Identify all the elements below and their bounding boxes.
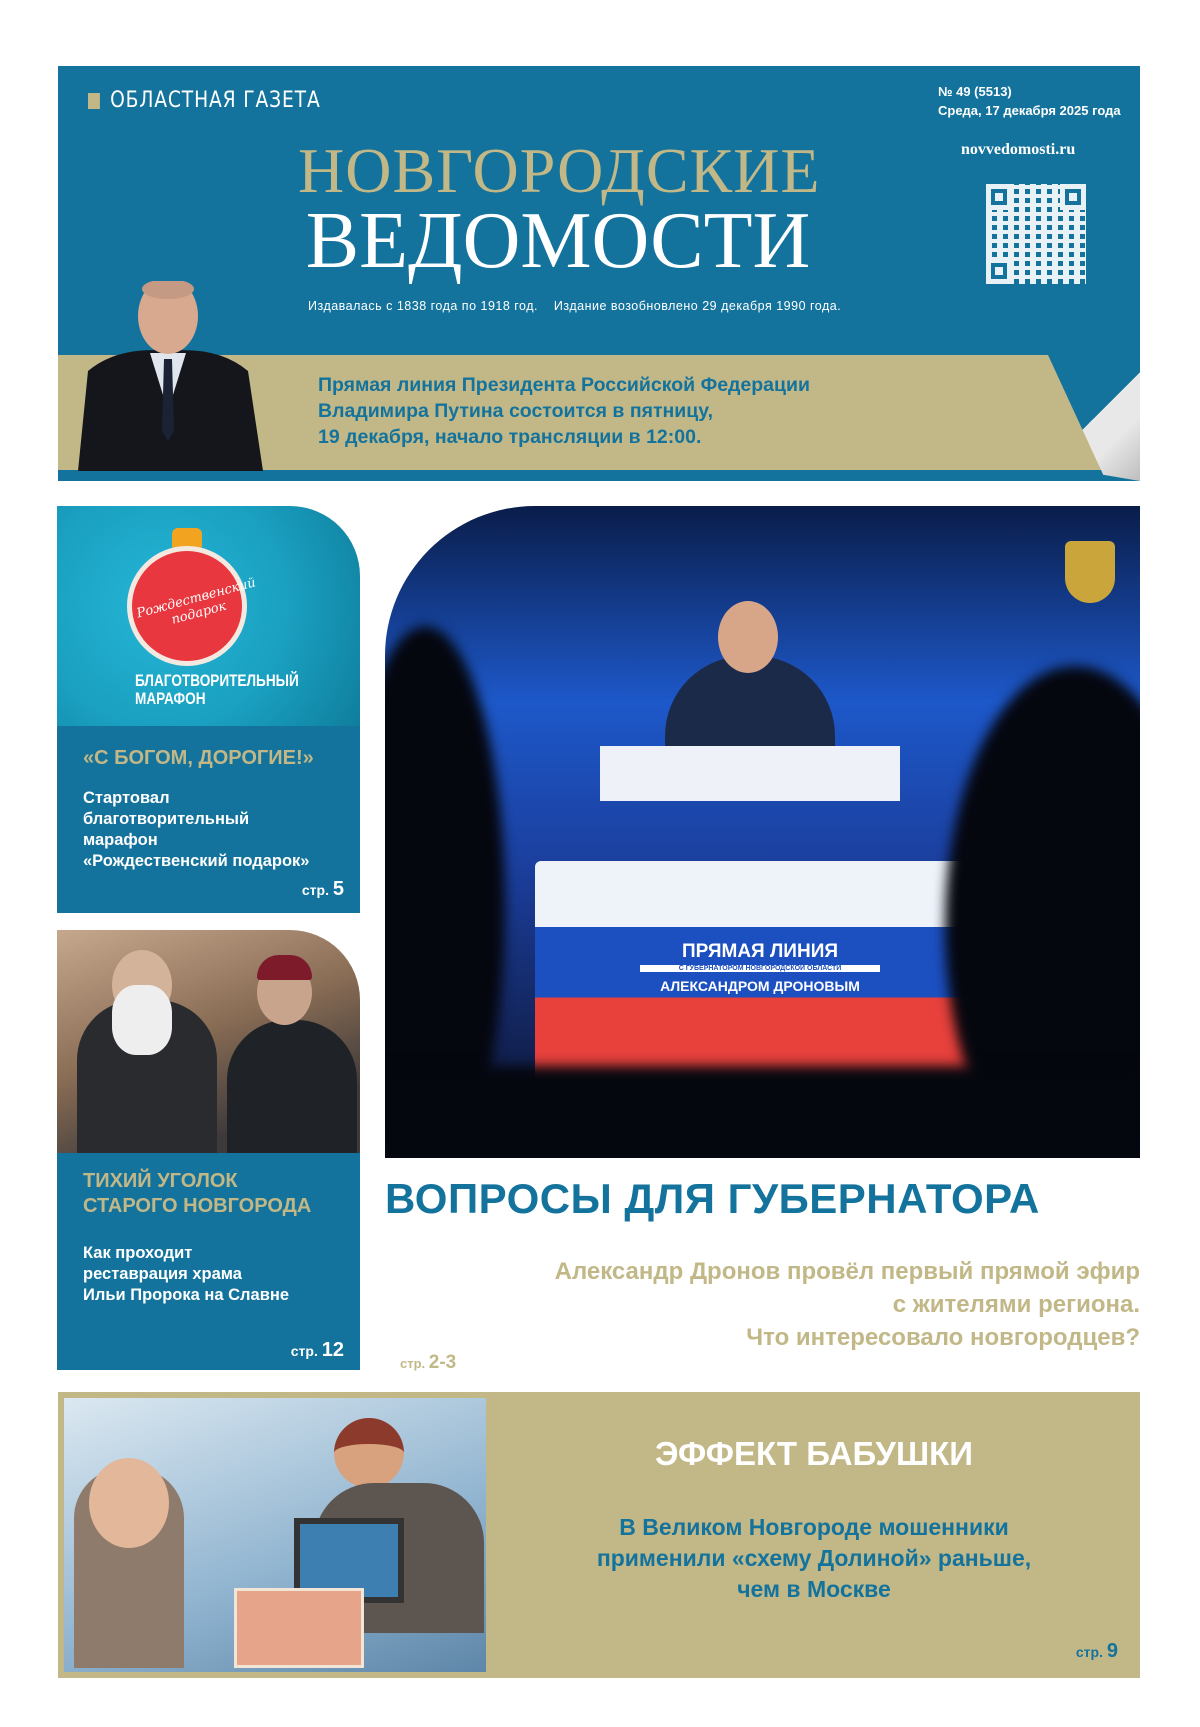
page-number: 12 — [321, 1339, 344, 1361]
subtitle-line: с жителями региона. — [892, 1291, 1140, 1318]
charity-marathon-image[interactable] — [57, 506, 360, 726]
studio-screen — [535, 861, 985, 1081]
issue-number: № 49 (5513) — [938, 84, 1012, 99]
website-link[interactable]: novvedomosti.ru — [961, 141, 1076, 158]
page-reference[interactable] — [1076, 1640, 1118, 1663]
lede-line: благотворительный — [83, 810, 250, 828]
studio-desk — [600, 746, 900, 801]
governor-broadcast-photo[interactable] — [385, 506, 1140, 1158]
announcement-text — [318, 372, 810, 450]
lede-line: Стартовал — [83, 789, 170, 807]
story-kicker: ЭФФЕКТ БАБУШКИ — [655, 1435, 973, 1472]
page-number: 2-3 — [428, 1352, 457, 1373]
lede-line: применили «схему Долиной» раньше, — [596, 1545, 1032, 1571]
lede-line: реставрация храма — [83, 1265, 242, 1283]
page-reference[interactable] — [400, 1352, 456, 1374]
lede-line: Как проходит — [83, 1244, 193, 1262]
page-number: 5 — [332, 878, 344, 900]
ornament-cap-icon — [172, 528, 202, 548]
priest-hat — [257, 955, 312, 980]
story-card-charity[interactable] — [57, 726, 360, 913]
publication-history: Издавалась с 1838 года по 1918 год. Издание возобновлено 29 декабря 1990 года. — [308, 299, 842, 313]
lede-line: марафон — [83, 831, 158, 849]
restoration-photo[interactable] — [57, 930, 360, 1153]
lede-line: «Рождественский подарок» — [83, 852, 310, 870]
screen-title: ПРЯМАЯ ЛИНИЯ — [681, 941, 839, 962]
page-label: стр. — [400, 1356, 426, 1371]
story-lede — [83, 1243, 289, 1306]
lede-line: чем в Москве — [737, 1576, 891, 1602]
announcement-line: Прямая линия Президента Российской Федерации — [318, 374, 810, 396]
story-card-restoration[interactable] — [57, 1153, 360, 1370]
money-stack — [234, 1588, 364, 1668]
screen-name: АЛЕКСАНДРОМ ДРОНОВЫМ — [660, 978, 860, 994]
foreground-shadow — [385, 1066, 1140, 1158]
fraud-illustration — [64, 1398, 486, 1672]
priest-figure — [227, 1020, 357, 1153]
story-kicker — [83, 1169, 311, 1219]
story-lede — [488, 1512, 1140, 1605]
story-kicker: «С БОГОМ, ДОРОГИЕ!» — [83, 747, 314, 769]
issue-info — [938, 82, 1121, 120]
kicker-line: СТАРОГО НОВГОРОДА — [83, 1195, 312, 1217]
grandmother-face — [89, 1458, 169, 1548]
governor-head — [718, 601, 778, 673]
priest-beard — [112, 985, 172, 1055]
page-reference[interactable] — [291, 1339, 344, 1362]
story-card-fraud[interactable] — [58, 1392, 1140, 1678]
newspaper-title-line1: НОВГОРОДСКИЕ — [298, 135, 821, 206]
page-label: стр. — [1075, 1644, 1103, 1660]
main-subtitle — [440, 1255, 1140, 1354]
page-label: стр. — [290, 1343, 318, 1359]
announcement-line: 19 декабря, начало трансляции в 12:00. — [318, 426, 702, 448]
charity-image-caption — [135, 672, 299, 708]
subtitle-line: Александр Дронов провёл первый прямой эфир — [554, 1258, 1140, 1285]
page-label: стр. — [301, 882, 329, 898]
kicker-line: ТИХИЙ УГОЛОК — [83, 1170, 238, 1192]
square-icon — [88, 93, 100, 109]
regional-label — [88, 88, 321, 113]
thief-head — [334, 1418, 404, 1488]
main-headline[interactable]: ВОПРОСЫ ДЛЯ ГУБЕРНАТОРА — [385, 1175, 1040, 1222]
lede-line: В Великом Новгороде мошенники — [619, 1514, 1009, 1540]
caption-line: БЛАГОТВОРИТЕЛЬНЫЙ — [135, 671, 299, 690]
caption-line: МАРАФОН — [135, 689, 206, 708]
regional-label-text: ОБЛАСТНАЯ ГАЗЕТА — [110, 88, 321, 113]
lede-line: Ильи Пророка на Славне — [83, 1286, 289, 1304]
screen-subtitle: С ГУБЕРНАТОРОМ НОВГОРОДСКОЙ ОБЛАСТИ — [640, 965, 880, 972]
ornament-logo-text: Рождественский подарок — [135, 575, 258, 628]
announcement-line: Владимира Путина состоится в пятницу, — [318, 400, 714, 422]
page-reference[interactable] — [302, 878, 344, 901]
newspaper-title-line2: ВЕДОМОСТИ — [305, 197, 811, 285]
masthead — [58, 66, 1140, 481]
issue-date: Среда, 17 декабря 2025 года — [938, 103, 1121, 118]
story-lede — [83, 788, 309, 872]
regional-coat-of-arms-icon — [1065, 541, 1115, 603]
subtitle-line: Что интересовало новгородцев? — [746, 1324, 1140, 1351]
qr-code-icon[interactable] — [986, 184, 1086, 284]
page-number: 9 — [1106, 1640, 1118, 1662]
president-photo — [68, 281, 268, 471]
